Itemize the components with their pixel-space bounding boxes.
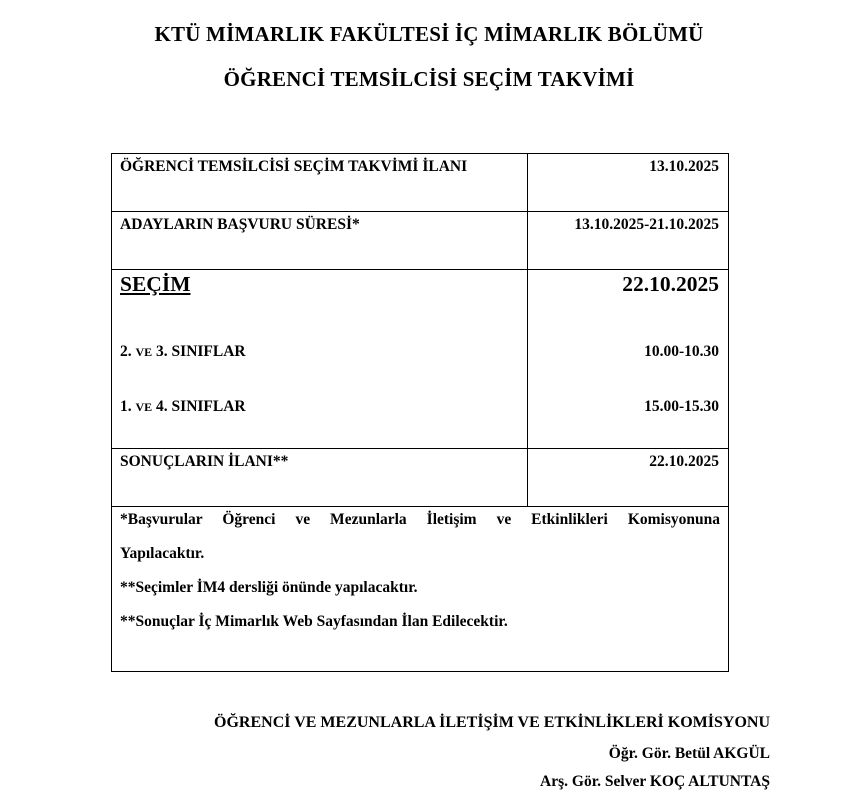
results-date: 22.10.2025 [527,449,728,507]
election-label: SEÇİM [120,272,191,296]
document-title: KTÜ MİMARLIK FAKÜLTESİ İÇ MİMARLIK BÖLÜMÜ [154,22,704,46]
class-group-2-time: 15.00-15.30 [644,398,719,415]
table-row [112,154,729,212]
election-cell [112,270,528,449]
class-group-2-connector: VE [135,400,153,414]
table-row [112,449,729,507]
class-group-1-suffix: 3. SINIFLAR [152,343,246,360]
note-application-line1: *Başvurular Öğrenci ve Mezunlarla İletişim ve Etkinlikleri Komisyonuna [120,511,720,528]
committee-name: ÖĞRENCİ VE MEZUNLARLA İLETİŞİM VE ETKİNLİKLERİ KOMİSYONU [214,714,770,731]
table-row [112,507,729,672]
committee-member-1: Öğr. Gör. Betül AKGÜL [608,745,770,762]
announcement-label: ÖĞRENCİ TEMSİLCİSİ SEÇİM TAKVİMİ İLANI [112,154,528,212]
class-group-1-time: 10.00-10.30 [644,343,719,360]
class-group-2-suffix: 4. SINIFLAR [152,398,246,415]
election-date: 22.10.2025 [622,272,719,296]
class-group-2-prefix: 1. [120,398,136,415]
document-subtitle: ÖĞRENCİ TEMSİLCİSİ SEÇİM TAKVİMİ [223,67,635,91]
results-label: SONUÇLARIN İLANI** [112,449,528,507]
note-results-announcement: **Sonuçlar İç Mimarlık Web Sayfasından İlan Edilecektir. [120,613,508,630]
announcement-date: 13.10.2025 [527,154,728,212]
class-group-1 [120,343,519,361]
schedule-table [111,153,729,672]
notes-cell [112,507,729,672]
note-application-line2: Yapılacaktır. [120,545,205,562]
note-election-location: **Seçimler İM4 dersliği önünde yapılacaktır. [120,579,418,596]
table-row [112,270,729,449]
application-period-dates: 13.10.2025-21.10.2025 [527,212,728,270]
committee-member-2: Arş. Gör. Selver KOÇ ALTUNTAŞ [540,773,770,790]
class-group-1-prefix: 2. [120,343,136,360]
application-period-label: ADAYLARIN BAŞVURU SÜRESİ* [112,212,528,270]
class-group-1-connector: VE [135,345,153,359]
class-group-2 [120,398,519,416]
election-times-cell [527,270,728,449]
table-row [112,212,729,270]
